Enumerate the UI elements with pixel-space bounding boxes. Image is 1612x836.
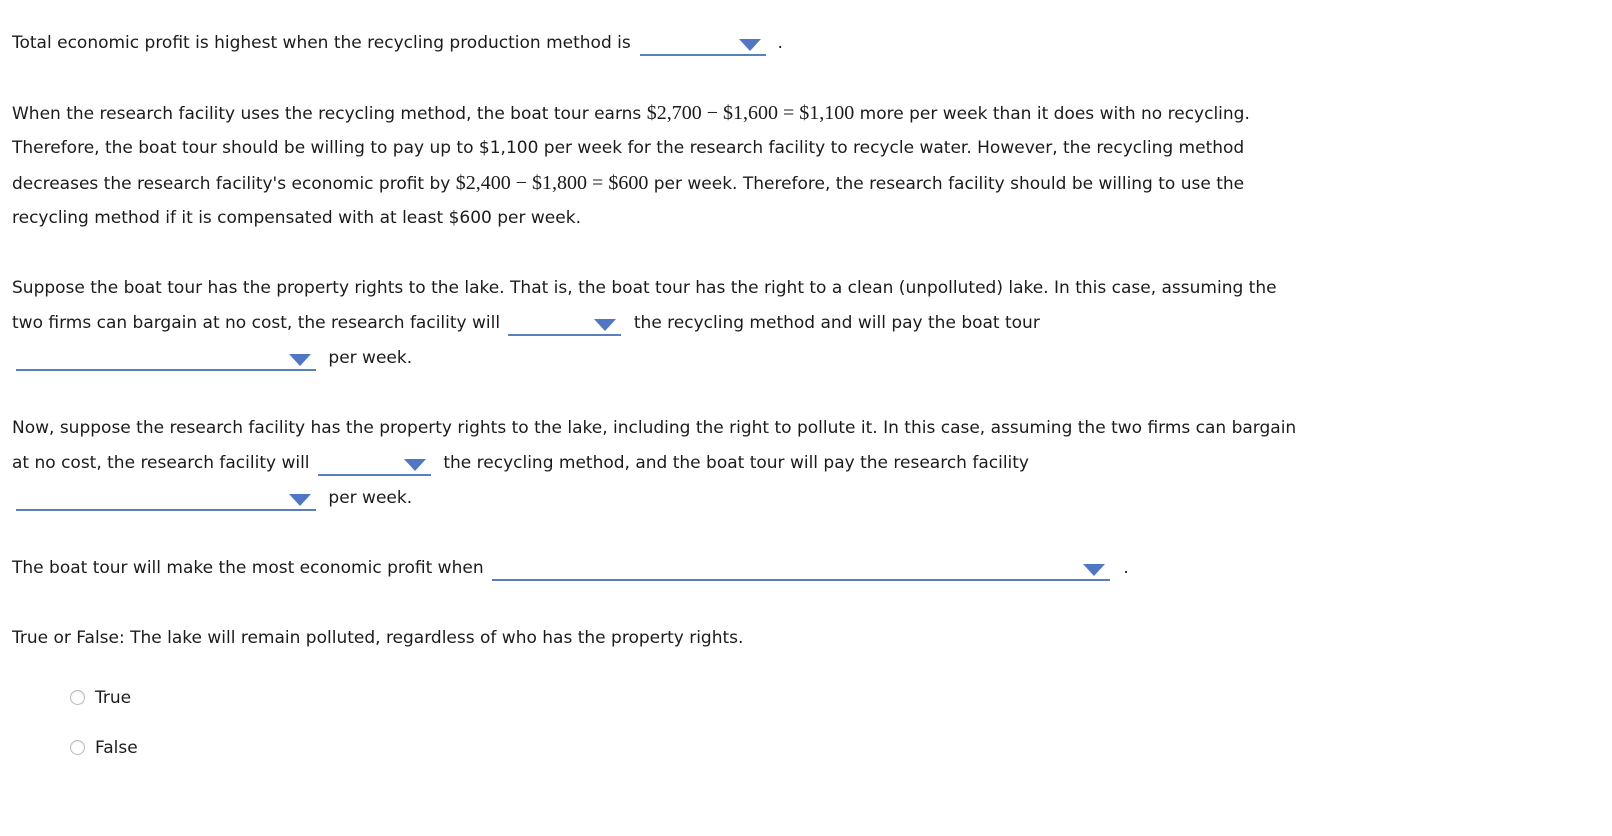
option-true-label: True bbox=[95, 688, 132, 708]
q1-row bbox=[12, 32, 783, 56]
explanation-line-3: decreases the research facility's economic profit by $2,400 − $1,800 = $600 per week. Therefore, the research facility should be willing to use the bbox=[12, 172, 1245, 194]
option-true[interactable] bbox=[70, 687, 131, 709]
q3-line-1: Now, suppose the research facility has the property rights to the lake, including the right to pollute it. In this case, assuming the two firms can bargain bbox=[12, 418, 1297, 438]
q3-line-2: at no cost, the research facility will the recycling method, and the boat tour will pay the research facility bbox=[12, 452, 1029, 476]
caret-down-icon bbox=[594, 319, 616, 331]
q1-text: Total economic profit is highest when the recycling production method is bbox=[12, 33, 631, 53]
q4-row bbox=[12, 557, 1129, 581]
production-method-dropdown[interactable] bbox=[640, 32, 766, 56]
explanation-line-4: recycling method if it is compensated with at least $600 per week. bbox=[12, 208, 581, 228]
q4-text: The boat tour will make the most economic profit when bbox=[12, 558, 484, 578]
radio-circle-icon[interactable] bbox=[70, 690, 85, 705]
q5-text: True or False: The lake will remain polluted, regardless of who has the property rights. bbox=[12, 628, 744, 648]
radio-circle-icon[interactable] bbox=[70, 740, 85, 755]
q4-period: . bbox=[1123, 558, 1129, 578]
boat-tour-earnings-math: $2,700 − $1,600 = $1,100 bbox=[646, 102, 855, 124]
option-false-label: False bbox=[95, 738, 138, 758]
research-facility-action-dropdown-q2[interactable] bbox=[508, 312, 621, 336]
caret-down-icon bbox=[1083, 564, 1105, 576]
payment-amount-dropdown-q3[interactable] bbox=[16, 487, 316, 511]
research-facility-action-dropdown-q3[interactable] bbox=[318, 452, 431, 476]
caret-down-icon bbox=[289, 354, 311, 366]
caret-down-icon bbox=[404, 459, 426, 471]
q2-line-1: Suppose the boat tour has the property rights to the lake. That is, the boat tour has the right to a clean (unpolluted) lake. In this case, assuming the bbox=[12, 278, 1277, 298]
most-profit-condition-dropdown[interactable] bbox=[492, 557, 1110, 581]
caret-down-icon bbox=[739, 39, 761, 51]
option-false[interactable] bbox=[70, 737, 138, 759]
q2-line-3: per week. bbox=[16, 347, 412, 371]
payment-amount-dropdown-q2[interactable] bbox=[16, 347, 316, 371]
explanation-line-2: Therefore, the boat tour should be willing to pay up to $1,100 per week for the research facility to recycle water. However, the recycling method bbox=[12, 138, 1245, 158]
q2-line-2: two firms can bargain at no cost, the research facility will the recycling method and will pay the boat tour bbox=[12, 312, 1040, 336]
q1-period: . bbox=[777, 33, 783, 53]
research-facility-profit-math: $2,400 − $1,800 = $600 bbox=[455, 172, 649, 194]
explanation-line-1: When the research facility uses the recycling method, the boat tour earns $2,700 − $1,600 = $1,100 more per week than it does with no recycling. bbox=[12, 102, 1250, 124]
q3-line-3: per week. bbox=[16, 487, 412, 511]
caret-down-icon bbox=[289, 494, 311, 506]
